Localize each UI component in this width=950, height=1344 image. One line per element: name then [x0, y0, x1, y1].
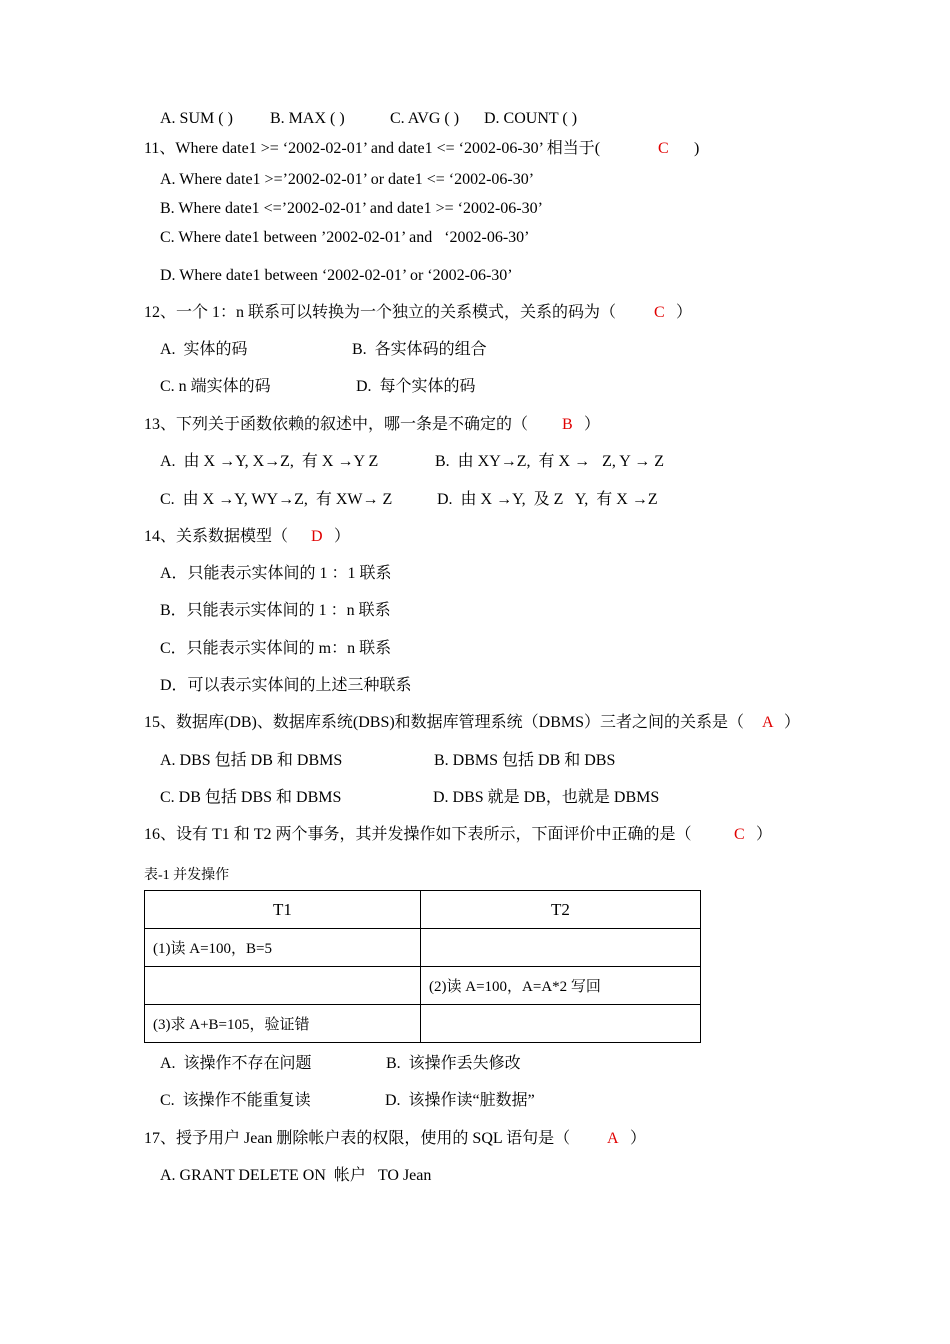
bracket-close: ）: [584, 416, 601, 433]
answer-mark: C: [654, 304, 665, 321]
answer-mark: C: [734, 826, 745, 843]
question-stem: 11、Where date1 >= ‘2002-02-01’ and date1 <= ‘2002-06-30’ 相当于(: [144, 140, 601, 157]
option-b: B. DBMS 包括 DB 和 DBS: [434, 752, 616, 769]
bracket-close: ）: [756, 826, 773, 843]
bracket-close: ）: [676, 304, 693, 321]
question-stem: 16、设有 T1 和 T2 两个事务，其并发操作如下表所示，下面评价中正确的是（: [144, 826, 692, 843]
option-c: C. DB 包括 DBS 和 DBMS: [160, 789, 342, 806]
option-d: D. DBS 就是 DB，也就是 DBMS: [433, 789, 660, 806]
option-d: D. 每个实体的码: [356, 378, 476, 395]
header-t2: T2: [421, 891, 701, 929]
option-b: B．只能表示实体间的 1 ：n 联系: [160, 602, 391, 619]
table-row: [145, 1005, 701, 1043]
table-cell: (2)读 A=100，A=A*2 写回: [421, 967, 701, 1005]
question-stem: 17、授予用户 Jean 删除帐户表的权限，使用的 SQL 语句是（: [144, 1130, 571, 1147]
header-t1: T1: [145, 891, 421, 929]
option-a: A. 该操作不存在问题: [160, 1055, 312, 1072]
option-b: B. 该操作丢失修改: [386, 1055, 521, 1072]
question-stem: 13、下列关于函数依赖的叙述中，哪一条是不确定的（: [144, 416, 529, 433]
table-cell: [421, 1005, 701, 1043]
table-row: [145, 967, 701, 1005]
answer-mark: A: [607, 1130, 619, 1147]
option-a: A. GRANT DELETE ON 帐户 TO Jean: [160, 1167, 432, 1184]
table-header-row: [145, 891, 701, 929]
option-c: C. Where date1 between ’2002-02-01’ and ‘2002-06-30’: [160, 229, 530, 246]
table-caption: 表-1 并发操作: [144, 868, 230, 883]
option-d: D. COUNT ( ): [484, 110, 578, 127]
option-a: A. DBS 包括 DB 和 DBMS: [160, 752, 343, 769]
option-d: D. 由 X →Y, 及 Z Y, 有 X →Z: [437, 491, 658, 508]
option-b: B. MAX ( ): [270, 110, 345, 127]
option-a: A. 实体的码: [160, 341, 248, 358]
option-c: C. AVG ( ): [390, 110, 460, 127]
option-a: A. SUM ( ): [160, 110, 233, 127]
bracket-close: ）: [784, 714, 801, 731]
table-cell: [421, 929, 701, 967]
option-b: B. 由 XY→Z, 有 X → Z, Y → Z: [435, 453, 665, 470]
option-a: A. 由 X →Y, X→Z, 有 X →Y Z: [160, 453, 379, 470]
bracket-close: ）: [334, 528, 351, 545]
concurrency-table: [144, 890, 701, 1043]
bracket-close: ）: [630, 1130, 647, 1147]
option-d: D. 该操作读“脏数据”: [385, 1092, 535, 1109]
answer-mark: A: [762, 714, 774, 731]
option-c: C. 该操作不能重复读: [160, 1092, 311, 1109]
question-stem: 12、一个 1：n 联系可以转换为一个独立的关系模式，关系的码为（: [144, 304, 617, 321]
option-c: C．只能表示实体间的 m：n 联系: [160, 640, 392, 657]
option-a: A．只能表示实体间的 1 ：1 联系: [160, 565, 392, 582]
answer-mark: D: [311, 528, 323, 545]
table-row: [145, 929, 701, 967]
option-d: D．可以表示实体间的上述三种联系: [160, 677, 412, 694]
table-cell: [145, 967, 421, 1005]
option-b: B. Where date1 <=’2002-02-01’ and date1 >= ‘2002-06-30’: [160, 200, 543, 217]
option-c: C. 由 X →Y, WY→Z, 有 XW→ Z: [160, 491, 393, 508]
option-b: B. 各实体码的组合: [352, 341, 487, 358]
table-cell: (3)求 A+B=105，验证错: [145, 1005, 421, 1043]
answer-mark: B: [562, 416, 573, 433]
question-stem: 15、数据库(DB)、数据库系统(DBS)和数据库管理系统（DBMS）三者之间的关系是（: [144, 714, 745, 731]
answer-mark: C: [658, 140, 669, 157]
bracket-close: ): [694, 140, 700, 157]
option-d: D. Where date1 between ‘2002-02-01’ or ‘2002-06-30’: [160, 267, 513, 284]
option-c: C. n 端实体的码: [160, 378, 271, 395]
question-stem: 14、关系数据模型（: [144, 528, 289, 545]
option-a: A. Where date1 >=’2002-02-01’ or date1 <= ‘2002-06-30’: [160, 171, 535, 188]
table-cell: (1)读 A=100，B=5: [145, 929, 421, 967]
